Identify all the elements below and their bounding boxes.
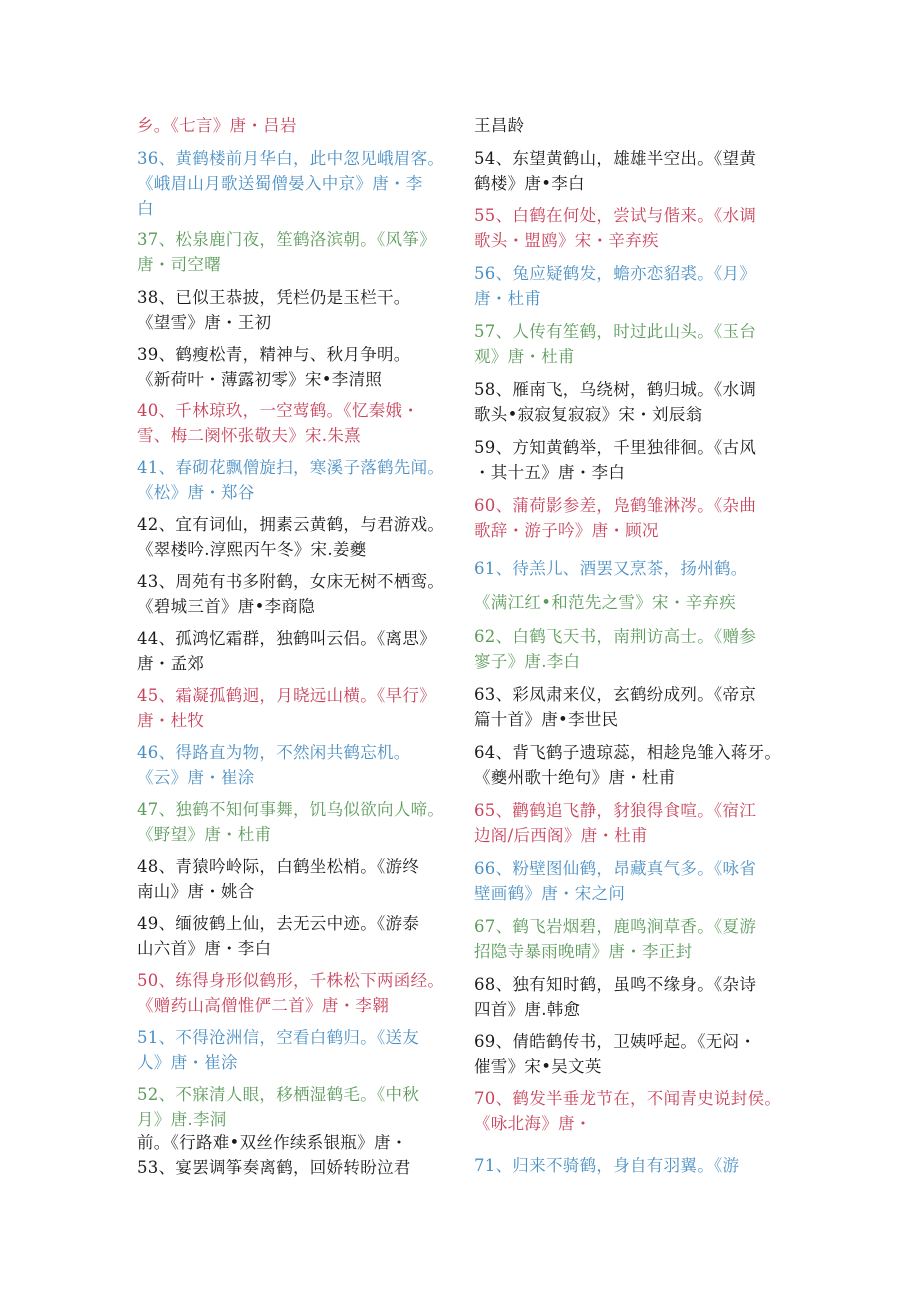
poem-entry: [474, 972, 794, 1022]
entry-line: 52、不寐清人眼，移栖湿鹤毛。《中秋: [137, 1085, 420, 1104]
poem-entry: [137, 285, 469, 335]
poem-entry: [137, 398, 469, 448]
entry-line: 《碧城三首》唐•李商隐: [137, 597, 316, 616]
poem-entry: [474, 319, 794, 369]
entry-line: 王昌龄: [474, 116, 525, 135]
entry-line: ・其十五》唐・李白: [474, 463, 626, 482]
entry-line: 《松》唐・郑谷: [137, 483, 255, 502]
entry-line: 山六首》唐・李白: [137, 939, 272, 958]
entry-line: 催雪》宋•吴文英: [474, 1057, 602, 1076]
poem-entry: [474, 856, 794, 906]
entry-line: 61、待羔儿、酒罢又烹茶，扬州鹤。: [474, 559, 748, 578]
entry-line: 《新荷叶・薄露初零》宋•李清照: [137, 370, 383, 389]
poem-entry: [474, 377, 794, 427]
entry-line: 51、不得沧洲信，空看白鹤归。《送友: [137, 1028, 420, 1047]
poem-entry: [474, 1153, 794, 1178]
entry-line: 鹤楼》唐•李白: [474, 174, 585, 193]
entry-line: 唐・司空曙: [137, 255, 221, 274]
poem-entry: [137, 1025, 469, 1075]
left-column: [137, 0, 469, 1301]
entry-line: 67、鹤飞岩烟碧，鹿鸣涧草香。《夏游: [474, 917, 757, 936]
poem-entry: [474, 798, 794, 848]
poem-entry: [474, 556, 794, 581]
entry-line: 45、霜凝孤鹤迥，月晓远山横。《早行》: [137, 686, 436, 705]
entry-line: 《野望》唐・杜甫: [137, 825, 272, 844]
poem-entry: [474, 1029, 794, 1079]
entry-line: 64、背飞鹤子遗琼蕊，相趁凫雏入蒋牙。: [474, 743, 782, 762]
entry-line: 69、倩皓鹤传书，卫姨呼起。《无闷・: [474, 1032, 757, 1051]
poem-entry: [137, 683, 469, 733]
entry-line: 人》唐・崔涂: [137, 1053, 238, 1072]
entry-line: 59、方知黄鹤举，千里独徘徊。《古风: [474, 438, 757, 457]
entry-line: 70、鹤发半垂龙节在，不闻青史说封侯。: [474, 1089, 782, 1108]
entry-line: 42、宜有词仙，拥素云黄鹤，与君游戏。: [137, 515, 445, 534]
poem-entry: [137, 740, 469, 790]
poem-entry: [137, 797, 469, 847]
poem-entry: [137, 911, 469, 961]
entry-line: 47、独鹤不知何事舞，饥乌似欲向人啼。: [137, 800, 445, 819]
entry-line: 南山》唐・姚合: [137, 882, 255, 901]
entry-line: 39、鹤瘦松青，精神与、秋月争明。: [137, 345, 411, 364]
entry-line: 44、孤鸿忆霜群，独鹤叫云侣。《离思》: [137, 629, 436, 648]
poem-entry: [474, 261, 794, 311]
entry-line: 《云》唐・崔涂: [137, 768, 255, 787]
entry-line: 60、蒲荷影参差，凫鹤雏淋涔。《杂曲: [474, 496, 757, 515]
entry-line: 歌头・盟鸥》宋・辛弃疾: [474, 231, 659, 250]
poem-entry: [137, 227, 469, 277]
entry-line: 《夔州歌十绝句》唐・杜甫: [474, 768, 676, 787]
entry-line: 观》唐・杜甫: [474, 347, 575, 366]
poem-entry: [474, 914, 794, 964]
poem-entry: [137, 626, 469, 676]
entry-line: 边阁/后西阁》唐・杜甫: [474, 826, 648, 845]
poem-entry: [474, 740, 794, 790]
poem-entry: [474, 113, 794, 138]
entry-line: 雪、梅二阕怀张敬夫》宋.朱熹: [137, 426, 361, 445]
entry-line: 54、东望黄鹤山，雄雄半空出。《望黄: [474, 149, 757, 168]
entry-line: 前。《行路难•双丝作续系银瓶》唐・: [137, 1133, 408, 1152]
entry-line: 41、春砌花飘僧旋扫，寒溪子落鹤先闻。: [137, 458, 445, 477]
entry-line: 《赠药山高僧惟俨二首》唐・李翱: [137, 996, 389, 1015]
poem-entry: [137, 113, 469, 138]
entry-line: 66、粉壁图仙鹤，昂藏真气多。《咏省: [474, 859, 757, 878]
entry-line: 唐・杜甫: [474, 289, 542, 308]
entry-line: 38、已似王恭披，凭栏仍是玉栏干。: [137, 288, 411, 307]
entry-line: 43、周苑有书多附鹤，女床无树不栖鸾。: [137, 572, 445, 591]
entry-line: 《峨眉山月歌送蜀僧晏入中京》唐・李: [137, 174, 423, 193]
entry-line: 48、青猿吟岭际，白鹤坐松梢。《游终: [137, 857, 420, 876]
entry-line: 55、白鹤在何处，尝试与偕来。《水调: [474, 206, 757, 225]
poem-entry: [474, 493, 794, 543]
entry-line: 歌头•寂寂复寂寂》宋・刘辰翁: [474, 405, 703, 424]
entry-line: 71、归来不骑鹤，身自有羽翼。《游: [474, 1156, 740, 1175]
entry-line: 37、松泉鹿门夜，笙鹤洛滨朝。《风筝》: [137, 230, 436, 249]
poem-entry: [137, 512, 469, 562]
poem-entry: [137, 968, 469, 1018]
entry-line: 《满江红•和范先之雪》宋・辛弃疾: [474, 593, 737, 612]
poem-entry: [474, 624, 794, 674]
poem-entry: [137, 1082, 469, 1132]
entry-line: 46、得路直为物，不然闲共鹤忘机。: [137, 743, 411, 762]
entry-line: 四首》唐.韩愈: [474, 1000, 581, 1019]
entry-line: 63、彩凤肃来仪，玄鹤纷成列。《帝京: [474, 685, 757, 704]
poem-entry: [474, 146, 794, 196]
poem-entry: [137, 1155, 469, 1180]
poem-entry: [137, 146, 469, 221]
entry-line: 《翠楼吟.淳熙丙午冬》宋.姜夔: [137, 540, 367, 559]
entry-line: 寥子》唐.李白: [474, 652, 581, 671]
entry-line: 65、鹳鹤追飞静，豺狼得食喧。《宿江: [474, 801, 757, 820]
entry-line: 白: [137, 199, 154, 218]
right-column: [474, 0, 794, 1301]
poem-entry: [474, 1086, 794, 1136]
poem-entry: [474, 203, 794, 253]
poem-entry: [137, 342, 469, 392]
entry-line: 49、缅彼鹤上仙，去无云中迹。《游泰: [137, 914, 420, 933]
entry-line: 68、独有知时鹤，虽鸣不缘身。《杂诗: [474, 975, 757, 994]
entry-line: 唐・杜牧: [137, 711, 205, 730]
entry-line: 62、白鹤飞天书，南荆访高士。《赠参: [474, 627, 757, 646]
entry-line: 唐・孟郊: [137, 654, 205, 673]
entry-line: 乡。《七言》唐・吕岩: [137, 116, 297, 135]
entry-line: 歌辞・游子吟》唐・顾况: [474, 521, 659, 540]
poem-entry: [137, 569, 469, 619]
entry-line: 50、练得身形似鹤形，千株松下两函经。: [137, 971, 445, 990]
entry-line: 57、人传有笙鹤，时过此山头。《玉台: [474, 322, 757, 341]
entry-line: 36、黄鹤楼前月华白，此中忽见峨眉客。: [137, 149, 445, 168]
entry-line: 《咏北海》唐・: [474, 1114, 592, 1133]
entry-line: 58、雁南飞，乌绕树，鹤归城。《水调: [474, 380, 757, 399]
entry-line: 篇十首》唐•李世民: [474, 710, 619, 729]
entry-line: 53、宴罢调筝奏离鹤，回娇转盼泣君: [137, 1158, 411, 1177]
poem-entry: [137, 455, 469, 505]
entry-line: 招隐寺暴雨晚晴》唐・李正封: [474, 942, 693, 961]
poem-entry: [137, 1130, 469, 1155]
poem-entry: [474, 682, 794, 732]
entry-line: 56、兔应疑鹤发，蟾亦恋貂裘。《月》: [474, 264, 757, 283]
entry-line: 40、千林琼玖，一空莺鹤。《忆秦娥・: [137, 401, 420, 420]
entry-line: 壁画鹤》唐・宋之问: [474, 884, 626, 903]
poem-entry: [474, 435, 794, 485]
poem-entry: [137, 854, 469, 904]
entry-line: 《望雪》唐・王初: [137, 313, 272, 332]
poem-entry: [474, 590, 794, 615]
entry-line: 月》唐.李洞: [137, 1110, 227, 1129]
